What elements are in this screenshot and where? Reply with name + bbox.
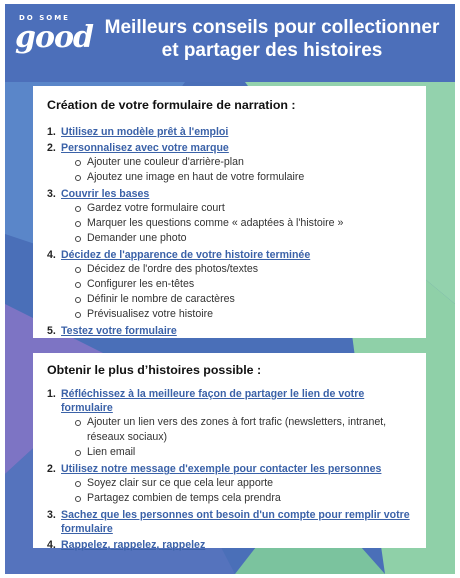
- step-link[interactable]: Rappelez, rappelez, rappelez: [61, 539, 206, 551]
- step-link[interactable]: Utilisez un modèle prêt à l'emploi: [61, 126, 229, 138]
- logo-big-text: good: [15, 20, 93, 55]
- card-creation: [33, 86, 426, 338]
- sub-item: Demander une photo: [73, 231, 414, 246]
- steps-list: [47, 387, 414, 552]
- step-number: 4.: [47, 539, 56, 551]
- step-number: 3.: [47, 509, 56, 521]
- step-number: 3.: [47, 188, 56, 200]
- do-some-good-logo: [15, 14, 93, 64]
- sub-item: Ajoutez une image en haut de votre formulaire: [73, 170, 414, 185]
- sub-item: Ajouter un lien vers des zones à fort trafic (newsletters, intranet, réseaux sociaux): [73, 415, 414, 445]
- step-item: [47, 187, 414, 246]
- step-link[interactable]: Décidez de l'apparence de votre histoire terminée: [61, 249, 311, 261]
- step-link[interactable]: Réfléchissez à la meilleure façon de partager le lien de votre formulaire: [61, 388, 365, 414]
- header-banner: [5, 4, 455, 82]
- sub-item: Prévisualisez votre histoire: [73, 307, 414, 322]
- sub-list: [73, 415, 414, 460]
- step-number: 2.: [47, 142, 56, 154]
- step-link[interactable]: Personnalisez avec votre marque: [61, 142, 229, 154]
- title-line-1: Meilleurs conseils pour collectionner: [104, 17, 440, 38]
- sub-item: Gardez votre formulaire court: [73, 201, 414, 216]
- step-link[interactable]: Couvrir les bases: [61, 188, 150, 200]
- sub-item: Configurer les en-têtes: [73, 277, 414, 292]
- section-title: Création de votre formulaire de narration :: [47, 98, 296, 112]
- sub-list: [73, 201, 414, 246]
- step-number: 1.: [47, 126, 56, 138]
- sub-item: Partagez combien de temps cela prendra: [73, 491, 414, 506]
- sub-list: [73, 262, 414, 322]
- sub-item: Définir le nombre de caractères: [73, 292, 414, 307]
- step-number: 4.: [47, 249, 56, 261]
- step-link[interactable]: Utilisez notre message d'exemple pour contacter les personnes: [61, 463, 382, 475]
- step-item: [47, 324, 414, 338]
- step-item: [47, 141, 414, 185]
- step-link[interactable]: Sachez que les personnes ont besoin d'un compte pour remplir votre formulaire: [61, 509, 410, 535]
- steps-list: [47, 125, 414, 338]
- sub-item: Soyez clair sur ce que cela leur apporte: [73, 476, 414, 491]
- step-item: [47, 248, 414, 322]
- sub-item: Lien email: [73, 445, 414, 460]
- logo-small-text: DO SOME: [19, 14, 70, 22]
- sub-list: [73, 476, 414, 506]
- step-number: 1.: [47, 388, 56, 400]
- sub-list: [73, 155, 414, 185]
- step-item: [47, 508, 414, 536]
- step-item: [47, 125, 414, 139]
- card-get-stories: [33, 353, 426, 551]
- title-line-2: et partager des histoires: [161, 40, 383, 61]
- page-title: [97, 16, 447, 62]
- step-number: 2.: [47, 463, 56, 475]
- section-title: Obtenir le plus d’histoires possible :: [47, 363, 262, 377]
- step-link[interactable]: Testez votre formulaire: [61, 325, 177, 337]
- step-item: [47, 462, 414, 506]
- sub-item: Ajouter une couleur d'arrière-plan: [73, 155, 414, 170]
- flyer: [5, 4, 455, 574]
- step-item: [47, 387, 414, 460]
- sub-item: Décidez de l'ordre des photos/textes: [73, 262, 414, 277]
- step-item: [47, 538, 414, 552]
- step-number: 5.: [47, 325, 56, 337]
- sub-item: Marquer les questions comme « adaptées à l'histoire »: [73, 216, 414, 231]
